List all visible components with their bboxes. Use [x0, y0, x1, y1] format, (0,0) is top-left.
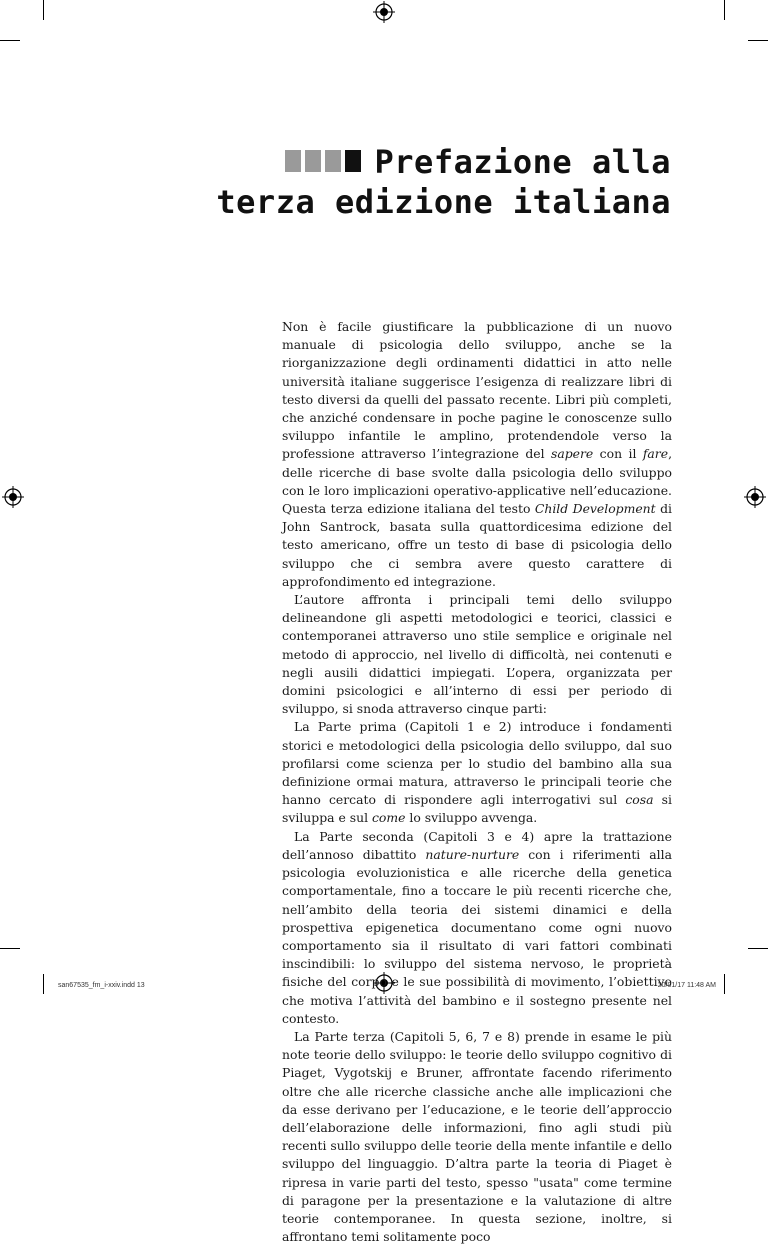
- text-run: , delle ricerche di base svolte dalla psicologia dello sviluppo con le loro implicazioni operativo-applicative nell’educazione. Questa terza edizione italiana del testo: [282, 446, 673, 517]
- registration-mark-icon: [2, 486, 24, 508]
- chapter-title: [216, 143, 671, 221]
- crop-mark: [748, 948, 768, 949]
- footer-file-name: san67535_fm_i-xxiv.indd 13: [58, 982, 145, 989]
- text-run: La Parte seconda (Capitoli 3 e 4) apre la trattazione dell’annoso dibattito: [282, 828, 672, 862]
- italic-text: sapere: [550, 446, 594, 462]
- text-run: La Parte prima (Capitoli 1 e 2) introduce i fondamenti storici e metodologici della psicologia dello sviluppo, dal suo profilarsi come scienza per lo studio del bambino alla sua definizione ormai matura, attraverso le principali teorie che hanno cercato di rispondere agli interrogativi sul: [282, 719, 672, 808]
- italic-text: come: [371, 810, 406, 826]
- italic-text: cosa: [625, 792, 654, 808]
- registration-mark-icon: [744, 486, 766, 508]
- crop-mark: [43, 974, 44, 994]
- chapter-title-line-1: [216, 143, 671, 183]
- crop-mark: [43, 0, 44, 20]
- text-run: di John Santrock, basata sulla quattordicesima edizione del testo americano, offre un testo di base di psicologia dello sviluppo che ci sembra avere questo carattere di approfondimento ed integrazione.: [282, 501, 672, 589]
- paragraph: [282, 591, 672, 718]
- crop-mark: [0, 948, 20, 949]
- text-run: La Parte terza (Capitoli 5, 6, 7 e 8) prende in esame le più note teorie dello sviluppo: le teorie dello sviluppo cognitivo di Piaget, Vygotskij e Bruner, affrontate facendo riferimento oltre che alle ricerche classiche anche alle implicazioni che da esse derivano per l’educazione, e le teorie dell’approccio dell’elaborazione delle informazioni, fino agli studi più recenti sullo sviluppo delle teorie della mente infantile e dello sviluppo del linguaggio. D’altra parte la teoria di Piaget è ripresa in varie parti del testo, spesso "usata" come termine di paragone per la presentazione e la valutazione di altre teorie contemporanee. In questa sezione, inoltre, si affrontano temi solitamente poco: [282, 1028, 672, 1245]
- footer-timestamp: 20/01/17 11:48 AM: [657, 982, 716, 989]
- text-run: con il: [593, 446, 643, 462]
- text-run: L’autore affronta i principali temi dello sviluppo delineandone gli aspetti metodologici e teorici, classici e contemporanei attraverso uno stile semplice e originale nel metodo di approccio, nel livello di difficoltà, nei contenuti e negli ausili didattici impiegati. L’opera, organizzata per domini psicologici e all’interno di essi per periodo di sviluppo, si snoda attraverso cinque parti:: [282, 592, 672, 717]
- title-text-line-1: Prefazione alla: [374, 143, 671, 181]
- text-run: con i riferimenti alla psicologia evoluzionistica e alle ricerche della genetica comportamentale, fino a toccare le più recenti ricerche che, nell’ambito della teoria dei sistemi dinamici e della prospettiva epigenetica documentano come ogni nuovo comportamento sia il risultato di vari fattori combinati inscindibili: lo sviluppo del sistema nervoso, le proprietà fisiche del corpo e le sue possibilità di movimento, l’obiettivo che motiva l’attività del bambino e il sostegno presente nel contesto.: [282, 846, 672, 1026]
- paragraph: [282, 718, 672, 827]
- text-run: lo sviluppo avvenga.: [405, 810, 538, 826]
- body-text: [282, 318, 672, 1246]
- paragraph: [282, 1028, 672, 1246]
- crop-mark: [748, 40, 768, 41]
- crop-mark: [0, 40, 20, 41]
- text-run: Non è facile giustificare la pubblicazione di un nuovo manuale di psicologia dello sviluppo, anche se la riorganizzazione degli ordinamenti didattici in atto nelle università italiane suggerisce l’esigenza di realizzare libri di testo diversi da quelli del passato recente. Libri più completi, che anziché condensare in poche pagine le conoscenze sullo sviluppo infantile le amplino, protendendole verso la professione attraverso l’integrazione del: [282, 319, 672, 462]
- title-blocks-icon: [285, 142, 365, 180]
- registration-mark-icon: [373, 1, 395, 23]
- crop-mark: [724, 974, 725, 994]
- italic-text: Child Development: [534, 501, 656, 517]
- paragraph: [282, 318, 672, 591]
- crop-mark: [724, 0, 725, 20]
- text-run: si sviluppa e sul: [282, 792, 672, 826]
- italic-text: nature-nurture: [425, 846, 520, 862]
- title-text-line-2: terza edizione italiana: [216, 183, 671, 221]
- italic-text: fare: [642, 446, 669, 462]
- paragraph: [282, 828, 672, 1028]
